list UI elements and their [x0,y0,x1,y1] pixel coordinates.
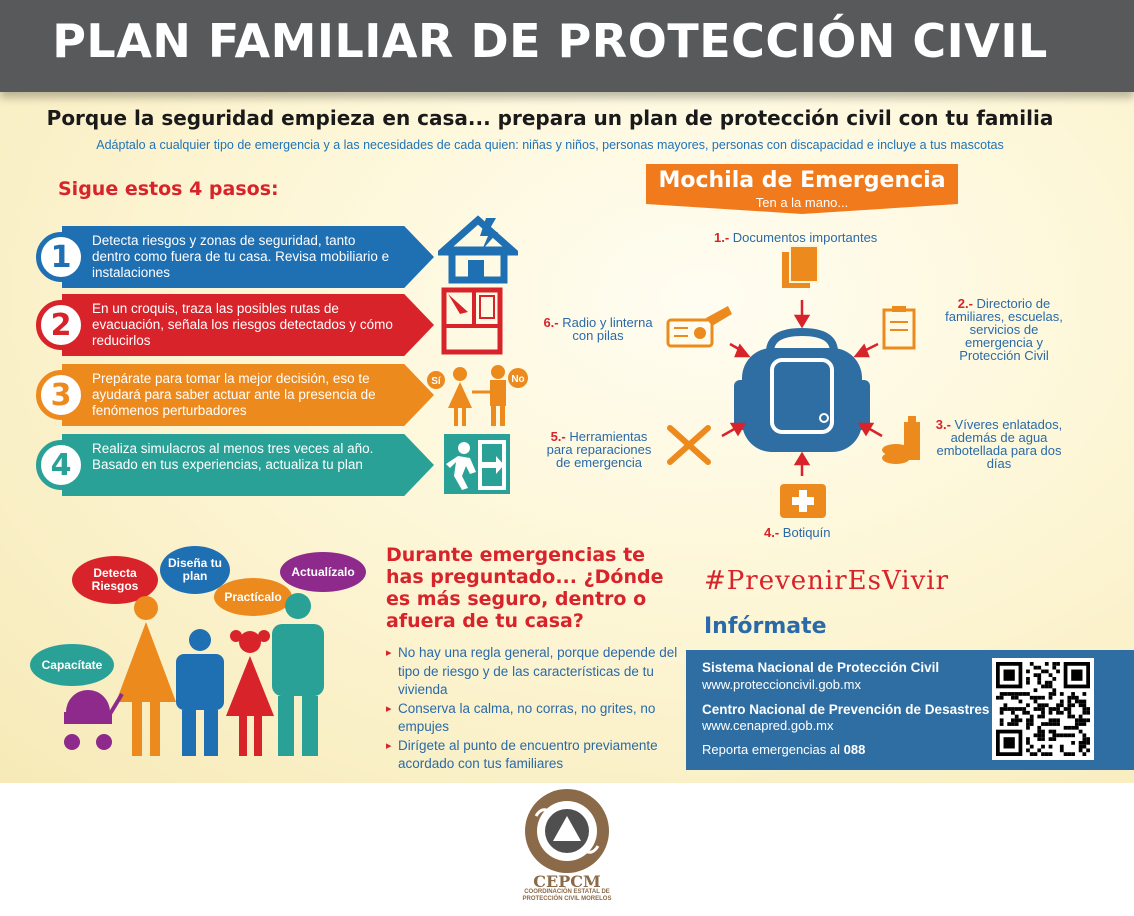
org-url[interactable]: www.proteccioncivil.gob.mx [702,677,861,692]
girl-figure [226,630,274,756]
mochila-title: Mochila de Emergencia [658,168,946,193]
durante-heading: Durante emergencias te has preguntado... ¿Dónde es más seguro, dentro o afuera de tu casa? [386,544,664,632]
house-damage-icon [438,214,518,284]
mochila-subtitle: Ten a la mano... [755,195,849,210]
mochila-diagram [650,240,950,530]
clipboard-icon [884,306,914,348]
step-text: En un croquis, traza las posibles rutas de evacuación, señala los riesgos detectados y cómo reducirlos [92,301,393,348]
footer-subtitle: COORDINACIÓN ESTATAL DE PROTECCIÓN CIVIL MORELOS [522,889,612,902]
durante-list [386,644,686,774]
report-label: Reporta emergencias al [702,742,841,757]
item-text: Radio y linterna con pilas [562,315,653,343]
badge-si: Sí [431,376,441,387]
step-number: 3 [36,370,86,420]
report-number: 088 [843,742,866,757]
report-line [702,742,865,757]
item-num: 4.- [764,525,780,540]
step-number: 4 [36,440,86,490]
step-text: Detecta riesgos y zonas de seguridad, tanto dentro como fuera de tu casa. Revisa mobiliario e instalaciones [92,233,390,280]
father-figure [272,593,324,756]
backpack-icon [734,332,870,452]
floor-plan-icon [440,286,504,356]
mochila-item-2 [936,297,1072,362]
item-text: Botiquín [782,525,831,540]
qr-code-icon[interactable] [992,658,1094,760]
info-box [686,650,1134,770]
badge-no: No [511,374,525,385]
item-num: 6.- [543,315,559,330]
item-text: Víveres enlatados, además de agua embotellada para dos días [936,417,1063,471]
hashtag: #PrevenirEsVivir [704,566,950,596]
step-2 [36,294,434,356]
item-text: Documentos importantes [732,230,878,245]
informate-heading: Infórmate [704,614,827,639]
family-figures-icon [56,592,346,762]
org-name: Sistema Nacional de Protección Civil [702,660,940,675]
canned-food-icon [882,416,920,464]
org-url[interactable]: www.cenapred.gob.mx [702,718,834,733]
mochila-item-5 [540,430,658,469]
list-item: ▸ No hay una regla general, porque depende del tipo de riesgo y de las características de tu vivienda [386,644,686,700]
list-item: ▸ Dirígete al punto de encuentro previamente acordado con tus familiares [386,737,686,774]
item-text: Directorio de familiares, escuelas, servicios de emergencia y Protección Civil [945,296,1063,363]
step-number: 2 [36,300,86,350]
emergency-exit-icon [442,432,512,496]
list-item: ▸ Conserva la calma, no corras, no grites, no empujes [386,700,686,737]
page-title: PLAN FAMILIAR DE PROTECCIÓN CIVIL [52,14,1048,68]
mochila-item-3 [932,418,1066,470]
footer-name: CEPCM [533,872,601,891]
step-text: Prepárate para tomar la mejor decisión, eso te ayudará para saber actuar ante la presencia de fenómenos perturbadores [92,371,376,418]
qr-pattern [996,662,1090,756]
boy-figure [176,629,224,756]
bubble-capacitate: Capacítate [30,644,114,686]
item-num: 2.- [957,296,973,311]
first-aid-icon [780,484,826,518]
radio-flashlight-icon [668,306,732,346]
bubble-disena: Diseña tu plan [160,546,230,594]
item-num: 3.- [935,417,951,432]
stroller-icon [64,690,122,750]
step-text: Realiza simulacros al menos tres veces al año. Basado en tus experiencias, actualiza tu plan [92,441,374,472]
steps-title: Sigue estos 4 pasos: [58,178,279,200]
decision-couple-icon [426,362,530,428]
subtagline: Adáptalo a cualquier tipo de emergencia y a las necesidades de cada quien: niñas y niños, personas mayores, personas con discapacidad e incluye a tus mascotas [96,138,1004,152]
step-1 [36,226,434,288]
bubble-detecta: Detecta Riesgos [72,556,158,604]
mother-figure [116,596,176,756]
mochila-item-6 [536,316,660,342]
item-num: 5.- [550,429,566,444]
item-num: 1.- [714,230,730,245]
bubble-actualizalo: Actualízalo [280,552,366,592]
tagline: Porque la seguridad empieza en casa... prepara un plan de protección civil con tu familia [46,106,1054,130]
item-text: Herramientas para reparaciones de emergencia [546,429,652,470]
step-3 [36,364,434,426]
tools-icon [670,428,708,462]
documents-icon [782,246,818,288]
step-number: 1 [36,232,86,282]
bubble-practicalo: Practícalo [214,578,292,616]
org-name: Centro Nacional de Prevención de Desastres [702,702,990,717]
step-4 [36,434,434,496]
cepcm-logo-icon [522,786,612,876]
title-bar [0,0,1134,92]
